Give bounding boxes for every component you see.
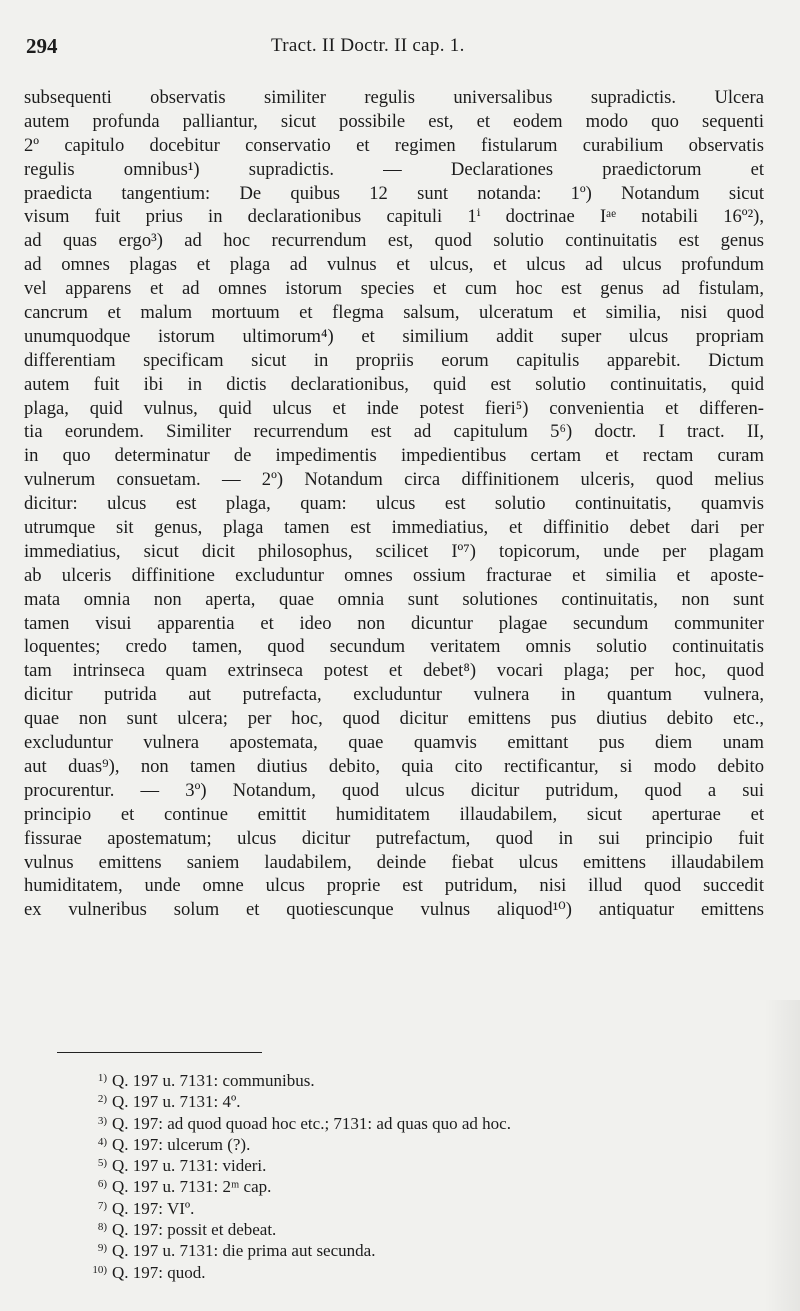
text-line: ex vulneribus solum et quotiescunque vulnus aliquod¹⁰) antiquatur emittens <box>24 899 764 921</box>
text-line: vel apparens et ad omnes istorum species et cum hoc est genus ad fistulam, <box>24 278 764 300</box>
text-line: in quo determinatur de impedimentis impedientibus certam et rectam curam <box>24 445 764 467</box>
text-line: autem fuit ibi in dictis declarationibus, quid est solutio continuitatis, quid <box>24 373 764 395</box>
text-line: ad quas ergo³) ad hoc recurrendum est, quod solutio continuitatis est genus <box>24 230 764 252</box>
footnote-text: Q. 197: ulcerum (?). <box>112 1134 251 1154</box>
footnote-mark: 6) <box>97 1178 107 1191</box>
text-line: dicitur: ulcus est plaga, quam: ulcus est solutio continuitatis, quamvis <box>24 493 764 515</box>
text-line: quae non sunt ulcera; per hoc, quod dicitur emittens pus diutius debito etc., <box>24 708 764 730</box>
footnote-mark: 2) <box>97 1093 107 1106</box>
footnote-divider <box>57 1052 262 1053</box>
footnote-text: Q. 197: possit et debeat. <box>112 1220 277 1240</box>
footnote-text: Q. 197 u. 7131: communibus. <box>112 1071 315 1090</box>
text-line: vulnerum consuetam. — 2º) Notandum circa diffinitionem ulceris, quod melius <box>24 469 764 491</box>
text-line: principio et continue emittit humiditatem illaudabilem, sicut aperturae et <box>24 803 764 825</box>
text-line: aut duas⁹), non tamen diutius debito, quia cito rectificantur, si modo debito <box>24 755 764 777</box>
text-line: tia eorundem. Similiter recurrendum est ad capitulum 5⁶) doctr. I tract. II, <box>24 421 764 443</box>
text-line: tamen visui apparentia et ideo non dicuntur plagae secundum communiter <box>24 612 764 634</box>
text-line: procurentur. — 3º) Notandum, quod ulcus dicitur putridum, quod a sui <box>24 779 764 801</box>
text-line: immediatius, sicut dicit philosophus, scilicet Iº⁷) topicorum, unde per plagam <box>24 540 764 562</box>
text-line: differentiam specificam sicut in propriis eorum capitulis apparebit. Dictum <box>24 349 764 371</box>
footnote-mark: 1) <box>97 1072 107 1084</box>
text-line: dicitur putrida aut putrefacta, excluduntur vulnera in quantum vulnera, <box>24 684 764 706</box>
text-line: loquentes; credo tamen, quod secundum veritatem omnis solutio continuitatis <box>24 636 764 658</box>
text-line: autem profunda palliantur, sicut possibile est, et eodem modo quo sequenti <box>24 110 764 132</box>
footnote-text: Q. 197: quod. <box>112 1262 206 1282</box>
footnote-mark: 3) <box>97 1114 107 1127</box>
text-line: fissurae apostematum; ulcus dicitur putrefactum, quod in sui principio fuit <box>24 827 764 849</box>
text-line: praedicta tangentium: De quibus 12 sunt notanda: 1º) Notandum sicut <box>24 182 764 204</box>
footnote <box>86 1132 766 1153</box>
footnote-mark: 9) <box>97 1242 107 1255</box>
footnote-text: Q. 197 u. 7131: 2ᵐ cap. <box>112 1177 272 1197</box>
footnote-text: Q. 197 u. 7131: die prima aut secunda. <box>112 1241 376 1261</box>
text-line: vulnus emittens saniem laudabilem, deinde fiebat ulcus emittens illaudabilem <box>24 851 764 873</box>
footnote-text: Q. 197: ad quod quoad hoc etc.; 7131: ad quas quo ad hoc. <box>112 1113 511 1133</box>
text-line: utrumque sit genus, plaga tamen est immediatius, et diffinitio debet dari per <box>24 517 764 539</box>
text-line: regulis omnibus¹) supradictis. — Declarationes praedictorum et <box>24 158 764 180</box>
footnote-mark: 4) <box>97 1135 107 1148</box>
text-line: unumquodque istorum ultimorum⁴) et similium addit super ulcus propriam <box>24 325 764 347</box>
text-line: mata omnia non aperta, quae omnia sunt solutiones continuitatis, non sunt <box>24 588 764 610</box>
footnote-mark: 8) <box>97 1221 107 1234</box>
footnote <box>86 1089 766 1110</box>
footnote-text: Q. 197 u. 7131: 4º. <box>112 1092 241 1112</box>
footnote <box>86 1196 766 1217</box>
footnote <box>86 1260 766 1281</box>
text-line: ad omnes plagas et plaga ad vulnus et ulcus, et ulcus ad ulcus profundum <box>24 254 764 276</box>
text-line: cancrum et malum mortuum et flegma salsum, ulceratum et similia, nisi quod <box>24 302 764 324</box>
body-text <box>24 86 764 922</box>
footnote-text: Q. 197 u. 7131: videri. <box>112 1156 267 1176</box>
text-line: tam intrinseca quam extrinseca potest et debet⁸) vocari plaga; per hoc, quod <box>24 660 764 682</box>
footnote <box>86 1217 766 1238</box>
footnote-mark: 7) <box>97 1199 107 1212</box>
footnote <box>86 1068 766 1089</box>
footnotes <box>86 1068 766 1281</box>
footnote <box>86 1238 766 1259</box>
running-head: Tract. II Doctr. II cap. 1. <box>271 35 465 56</box>
text-line: 2º capitulo docebitur conservatio et regimen fistularum curabilium observatis <box>24 134 764 156</box>
text-line: visum fuit prius in declarationibus capituli 1ⁱ doctrinae Iᵃᵉ notabili 16º²), <box>24 206 764 228</box>
footnote <box>86 1153 766 1174</box>
text-line: plaga, quid vulnus, quid ulcus et inde potest fieri⁵) convenientia et differen- <box>24 397 764 419</box>
page-number: 294 <box>26 34 58 58</box>
page-header <box>26 34 774 64</box>
text-line: excluduntur vulnera apostemata, quae quamvis emittant pus diem unam <box>24 732 764 754</box>
footnote-mark: 10) <box>92 1263 107 1276</box>
footnote <box>86 1174 766 1195</box>
footnote-text: Q. 197: VIº. <box>112 1198 195 1218</box>
footnote-mark: 5) <box>97 1157 107 1170</box>
footnote <box>86 1111 766 1132</box>
text-line: subsequenti observatis similiter regulis universalibus supradictis. Ulcera <box>24 87 764 108</box>
page-shadow <box>764 1000 800 1311</box>
text-line: ab ulceris diffinitione excluduntur omnes ossium fracturae et similia et aposte- <box>24 564 764 586</box>
text-line: humiditatem, unde omne ulcus proprie est putridum, nisi illud quod succedit <box>24 875 764 897</box>
